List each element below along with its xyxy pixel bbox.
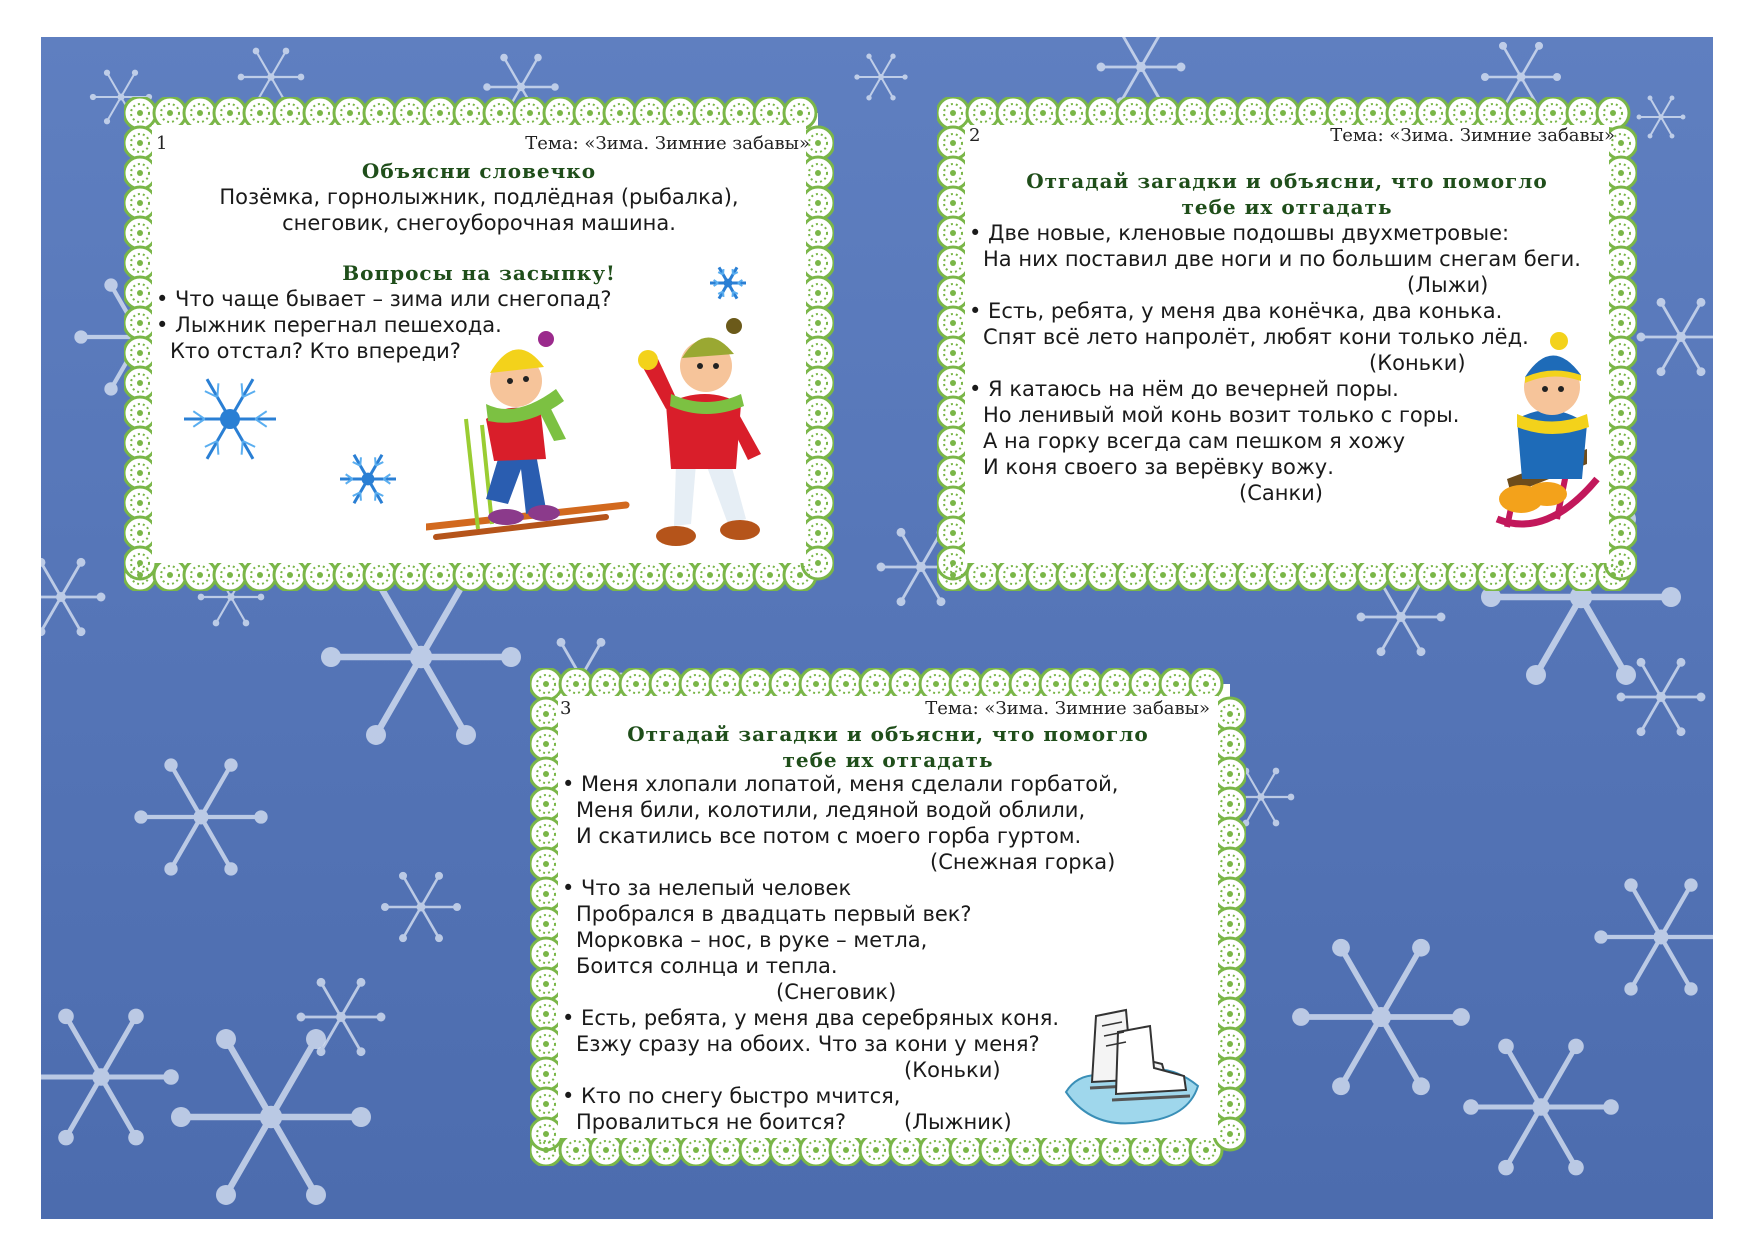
riddle-line: Морковка – нос, в руке – метла, — [576, 928, 928, 952]
card-title: Отгадай загадки и объясни, что помогло — [627, 722, 1149, 746]
riddle-line: Но ленивый мой конь возит только с горы. — [983, 403, 1460, 427]
background-snowflake — [1292, 939, 1470, 1095]
riddle-line: На них поставил две ноги и по большим снегам беги. — [983, 247, 1581, 271]
riddle-answer: (Коньки) — [904, 1058, 1001, 1082]
riddle-line: • Что за нелепый человек — [562, 876, 852, 900]
riddle-line: Провалиться не боится? — [576, 1110, 847, 1134]
card-number: 1 — [156, 133, 168, 154]
background-snowflake — [1637, 298, 1713, 376]
riddle-answer: (Снеговик) — [776, 980, 897, 1004]
riddle-line: Меня били, колотили, ледяной водой облили, — [576, 798, 1086, 822]
card-title: Отгадай загадки и объясни, что помогло — [1026, 169, 1548, 193]
riddle-line: Езжу сразу на обоих. Что за кони у меня? — [576, 1032, 1040, 1056]
riddle-line: • Есть, ребята, у меня два серебряных коня. — [562, 1006, 1060, 1030]
riddle-answer: (Снежная горка) — [930, 850, 1116, 874]
card-theme: Тема: «Зима. Зимние забавы» — [925, 698, 1210, 719]
riddle-line: • Я катаюсь на нём до вечерней поры. — [969, 377, 1399, 401]
riddle-answer: (Лыжи) — [1407, 273, 1489, 297]
background-snowflake — [41, 1009, 179, 1146]
riddle-line: • Две новые, кленовые подошвы двухметровые: — [969, 221, 1510, 245]
background-snowflake — [41, 558, 105, 636]
snowflake-icon — [706, 261, 750, 305]
ice-skates-icon — [1062, 996, 1202, 1132]
background-snowflake — [1594, 878, 1713, 995]
riddle-line: Спят всё лето напролёт, любят кони только лёд. — [983, 325, 1529, 349]
question-line: • Лыжник перегнал пешехода. — [156, 313, 502, 337]
card-2 — [937, 97, 1637, 591]
question-line: Кто отстал? Кто впереди? — [170, 339, 461, 363]
riddle-line: И коня своего за верёвку вожу. — [983, 455, 1334, 479]
word-line: снеговик, снегоуборочная машина. — [282, 211, 676, 235]
background-snowflake — [381, 872, 461, 942]
question-line: • Что чаще бывает – зима или снегопад? — [156, 287, 612, 311]
riddle-line: Пробрался в двадцать первый век? — [576, 902, 972, 926]
boy-walking-icon — [636, 314, 786, 559]
background-snowflake — [1463, 1039, 1619, 1176]
riddle-answer: (Лыжник) — [904, 1110, 1012, 1134]
snowflake-icon — [180, 369, 280, 469]
card-title: тебе их отгадать — [782, 748, 994, 772]
background-snowflake — [854, 54, 907, 101]
snowflake-icon — [336, 447, 400, 511]
background-snowflake — [1637, 96, 1686, 139]
boy-skier-icon — [426, 329, 636, 559]
card-number: 3 — [560, 698, 572, 719]
card-theme: Тема: «Зима. Зимние забавы» — [1330, 125, 1615, 146]
card-1 — [124, 97, 834, 591]
riddle-answer: (Санки) — [1239, 481, 1323, 505]
child-on-sled-icon — [1487, 329, 1605, 549]
word-line: Позёмка, горнолыжник, подлёдная (рыбалка), — [219, 185, 739, 209]
riddle-line: А на горку всегда сам пешком я хожу — [983, 429, 1406, 453]
card-number: 2 — [969, 125, 981, 146]
riddle-answer: (Коньки) — [1369, 351, 1466, 375]
card-title: Объясни словечко — [361, 159, 597, 183]
card-title: тебе их отгадать — [1181, 195, 1393, 219]
card-3 — [530, 668, 1246, 1166]
card-subtitle: Вопросы на засыпку! — [342, 261, 616, 285]
background-snowflake — [134, 758, 267, 875]
card-theme: Тема: «Зима. Зимние забавы» — [525, 133, 810, 154]
background-snowflake — [171, 1029, 371, 1205]
riddle-line: • Меня хлопали лопатой, меня сделали горбатой, — [562, 772, 1119, 796]
background-snowflake — [321, 569, 521, 745]
riddle-line: • Есть, ребята, у меня два конёчка, два конька. — [969, 299, 1503, 323]
riddle-line: Боится солнца и тепла. — [576, 954, 838, 978]
riddle-line: И скатились все потом с моего горба гуртом. — [576, 824, 1082, 848]
riddle-line: • Кто по снегу быстро мчится, — [562, 1084, 901, 1108]
background-snowflake — [1097, 37, 1186, 106]
